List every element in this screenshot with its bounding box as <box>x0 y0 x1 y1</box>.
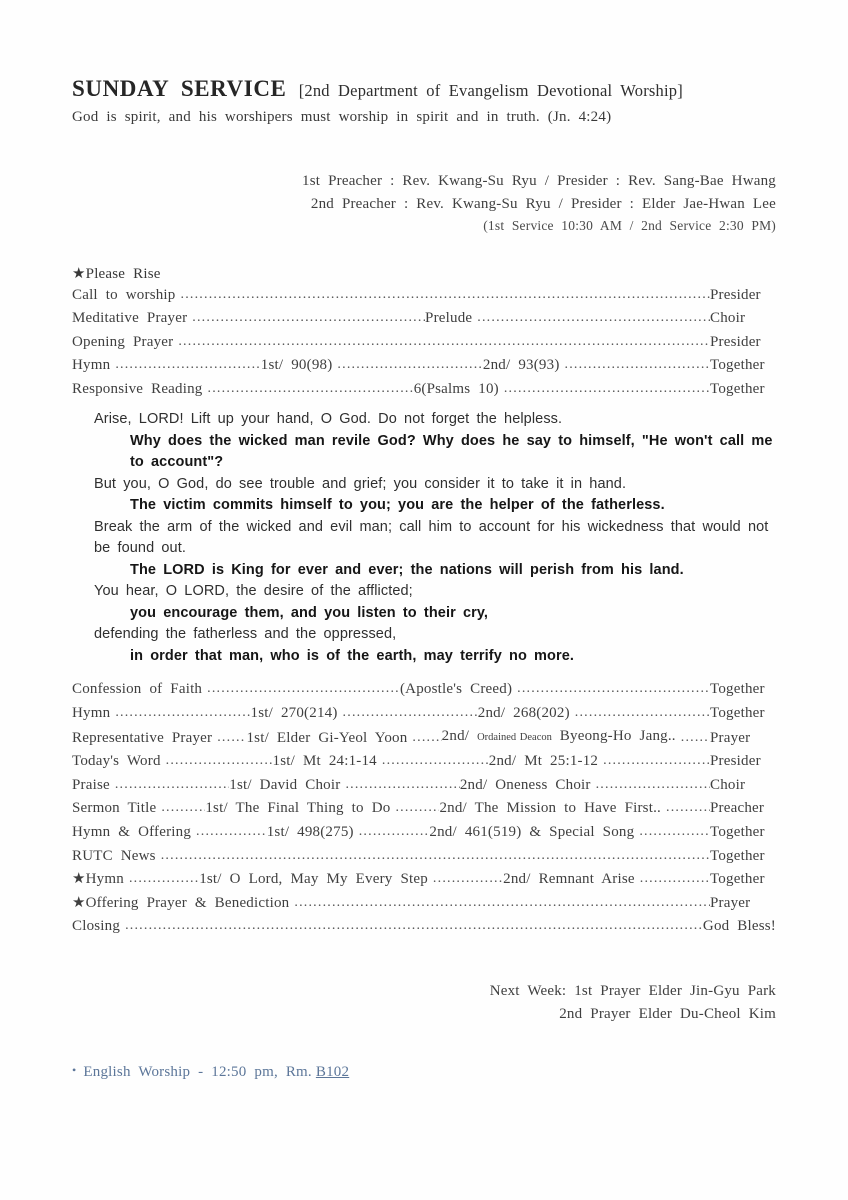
order-item-detail: 1st/ 270(214) <box>250 705 338 722</box>
dot-leader <box>289 891 710 915</box>
order-item-detail: 2nd/ 93(93) <box>482 357 560 374</box>
next-week-first-prayer: Next Week: 1st Prayer Elder Jin-Gyu Park <box>489 983 776 999</box>
order-item-assignee: God Bless! <box>702 918 776 935</box>
responsive-reading-line: Break the arm of the wicked and evil man; call him to account for his wickedness that would not be found out. <box>94 518 769 557</box>
dot-leader <box>124 867 199 891</box>
dot-leader <box>338 701 478 725</box>
order-item-label: Closing <box>72 918 121 935</box>
order-item-detail-small: Ordained Deacon <box>477 731 552 743</box>
order-item-assignee: Choir <box>710 310 746 327</box>
order-item-label: ★Offering Prayer & Benediction <box>72 894 290 911</box>
dot-leader <box>202 677 400 701</box>
order-item-label: Today's Word <box>72 753 161 770</box>
order-item-assignee: Together <box>710 847 765 864</box>
dot-leader <box>598 749 710 773</box>
order-row <box>72 677 776 701</box>
service-info-block <box>72 170 776 238</box>
order-item-detail: (Apostle's Creed) <box>399 681 513 698</box>
order-row <box>72 867 776 891</box>
dot-leader <box>120 914 703 938</box>
order-of-service-bottom <box>72 677 776 938</box>
order-row <box>72 377 776 401</box>
dot-leader <box>156 844 710 868</box>
responsive-reading-line: Why does the wicked man revile God? Why does he say to himself, "He won't call me to account"? <box>130 432 773 471</box>
order-item-detail: 2nd/ Mt 25:1-12 <box>488 753 599 770</box>
order-item-assignee: Prayer <box>710 894 751 911</box>
dot-leader <box>591 773 710 797</box>
order-item-label: Confession of Faith <box>72 681 203 698</box>
order-item-label: Responsive Reading <box>72 380 203 397</box>
please-rise-note: ★Please Rise <box>72 265 161 282</box>
order-item-label: Hymn & Offering <box>72 824 192 841</box>
responsive-reading-line: But you, O God, do see trouble and grief; you consider it to take it in hand. <box>94 475 627 492</box>
order-item-label: RUTC News <box>72 847 156 864</box>
order-item-label: Call to worship <box>72 286 176 303</box>
order-item-detail: 1st/ The Final Thing to Do <box>205 800 391 817</box>
english-worship-text: English Worship - 12:50 pm, Rm. <box>83 1064 312 1080</box>
dot-leader <box>173 330 710 354</box>
second-service-preacher-line: 2nd Preacher : Rev. Kwang-Su Ryu / Presider : Elder Jae-Hwan Lee <box>310 195 776 212</box>
dot-leader <box>407 726 441 750</box>
order-item-label: Meditative Prayer <box>72 310 188 327</box>
order-item-label: Representative Prayer <box>72 729 213 746</box>
order-item-detail: 2nd/ Ordained Deacon Byeong-Ho Jang.. <box>441 727 676 744</box>
order-item-label: Hymn <box>72 705 111 722</box>
order-row <box>72 914 776 938</box>
dot-leader <box>472 306 710 330</box>
order-row <box>72 330 776 354</box>
responsive-reading-line: you encourage them, and you listen to their cry, <box>130 604 489 621</box>
first-service-preacher-line: 1st Preacher : Rev. Kwang-Su Ryu / Presider : Rev. Sang-Bae Hwang <box>302 173 776 189</box>
dot-leader <box>191 820 267 844</box>
order-row <box>72 820 776 844</box>
order-row <box>72 749 776 773</box>
order-item-detail: 1st/ O Lord, May My Every Step <box>199 871 428 888</box>
dot-leader <box>390 796 439 820</box>
dot-leader <box>512 677 710 701</box>
order-item-detail: Prelude <box>425 310 473 327</box>
dot-leader <box>499 377 710 401</box>
order-item-assignee: Together <box>710 705 765 722</box>
order-row <box>72 353 776 377</box>
dot-leader <box>354 820 430 844</box>
order-item-assignee: Preacher <box>710 800 765 817</box>
order-item-detail: 6(Psalms 10) <box>413 380 499 397</box>
dot-leader <box>161 749 273 773</box>
order-item-assignee: Together <box>710 380 765 397</box>
service-times: (1st Service 10:30 AM / 2nd Service 2:30 PM) <box>483 218 776 233</box>
responsive-reading-line: The LORD is King for ever and ever; the nations will perish from his land. <box>130 561 684 578</box>
order-item-assignee: Presider <box>710 286 761 303</box>
dot-leader <box>187 306 425 330</box>
english-worship-note <box>72 1063 776 1081</box>
order-item-detail: 2nd/ The Mission to Have First.. <box>439 800 661 817</box>
order-item-assignee: Together <box>710 357 765 374</box>
dot-leader <box>676 726 710 750</box>
order-of-service-top <box>72 283 776 401</box>
document-title-department: [2nd Department of Evangelism Devotional Worship] <box>298 81 683 100</box>
order-item-assignee: Choir <box>710 776 746 793</box>
order-row <box>72 725 776 750</box>
order-item-assignee: Presider <box>710 753 761 770</box>
dot-leader <box>203 377 414 401</box>
dot-leader <box>110 701 250 725</box>
order-item-detail: 1st/ 90(98) <box>260 357 333 374</box>
next-week-block <box>72 980 776 1025</box>
document-title: SUNDAY SERVICE <box>72 76 287 101</box>
responsive-reading-line: The victim commits himself to you; you are the helper of the fatherless. <box>130 497 665 514</box>
dot-leader <box>110 353 260 377</box>
order-row <box>72 701 776 725</box>
dot-leader <box>110 773 229 797</box>
dot-leader <box>377 749 489 773</box>
order-row <box>72 844 776 868</box>
order-item-label: ★Hymn <box>72 871 124 888</box>
responsive-reading-line: You hear, O LORD, the desire of the afflicted; <box>94 583 413 600</box>
dot-leader <box>570 701 710 725</box>
order-item-detail: 2nd/ 461(519) & Special Song <box>429 824 635 841</box>
dot-leader <box>634 820 710 844</box>
responsive-reading-line: defending the fatherless and the oppressed, <box>94 626 397 643</box>
dot-leader <box>176 283 711 307</box>
order-item-label: Praise <box>72 776 110 793</box>
dot-leader <box>332 353 482 377</box>
order-row <box>72 306 776 330</box>
dot-leader <box>156 796 205 820</box>
order-item-detail: 2nd/ Remnant Arise <box>503 871 635 888</box>
dot-leader <box>661 796 710 820</box>
order-item-detail: 1st/ David Choir <box>229 776 341 793</box>
order-item-detail: 2nd/ Oneness Choir <box>459 776 591 793</box>
responsive-reading-line: in order that man, who is of the earth, may terrify no more. <box>130 647 575 664</box>
room-link[interactable]: B102 <box>315 1064 350 1080</box>
order-item-assignee: Together <box>710 824 765 841</box>
order-item-label: Opening Prayer <box>72 333 174 350</box>
next-week-second-prayer: 2nd Prayer Elder Du-Cheol Kim <box>559 1005 776 1022</box>
document-title-line <box>72 76 776 102</box>
order-item-detail: 1st/ Mt 24:1-14 <box>272 753 377 770</box>
order-item-detail: 1st/ 498(275) <box>266 824 354 841</box>
order-row <box>72 283 776 307</box>
dot-leader <box>635 867 710 891</box>
scripture-verse: God is spirit, and his worshipers must worship in spirit and in truth. (Jn. 4:24) <box>72 109 612 125</box>
order-row <box>72 796 776 820</box>
order-item-assignee: Presider <box>710 333 761 350</box>
order-item-assignee: Together <box>709 871 765 888</box>
order-item-detail: 1st/ Elder Gi-Yeol Yoon <box>246 729 408 746</box>
order-item-label: Sermon Title <box>72 800 157 817</box>
responsive-reading-block <box>72 409 776 667</box>
order-item-assignee: Prayer <box>710 729 751 746</box>
order-row <box>72 773 776 797</box>
dot-leader <box>340 773 459 797</box>
dot-leader <box>560 353 710 377</box>
order-row <box>72 891 776 915</box>
order-item-label: Hymn <box>72 357 111 374</box>
dot-leader <box>212 726 246 750</box>
responsive-reading-line: Arise, LORD! Lift up your hand, O God. Do not forget the helpless. <box>94 411 563 428</box>
order-item-detail: 2nd/ 268(202) <box>477 705 570 722</box>
order-item-assignee: Together <box>710 681 765 698</box>
bullet-icon: • <box>72 1063 77 1077</box>
dot-leader <box>428 867 503 891</box>
